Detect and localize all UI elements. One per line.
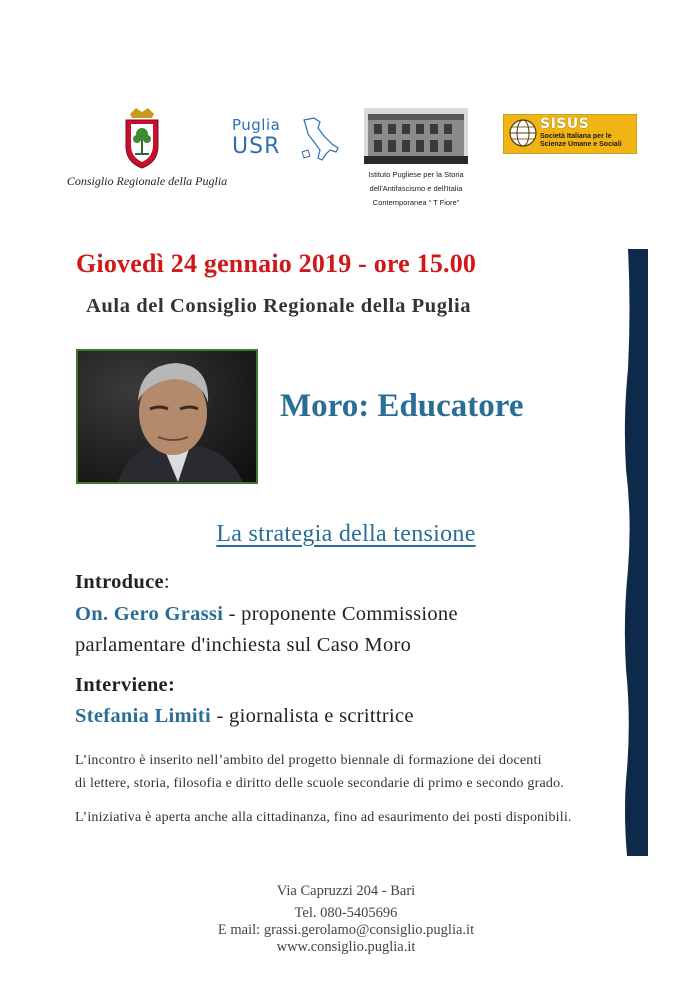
footer-email[interactable]: E mail: grassi.gerolamo@consiglio.puglia.it xyxy=(217,922,475,938)
italy-map-icon xyxy=(296,114,344,164)
istituto-caption-line2: dell'Antifascismo e dell'Italia xyxy=(369,184,463,193)
portrait-photo xyxy=(76,349,258,484)
note-line2: di lettere, storia, filosofia e diritto delle scuole secondarie di primo e secondo grado. xyxy=(75,776,564,791)
introduce-role-line1: - proponente Commissione xyxy=(223,603,458,625)
building-photo-icon xyxy=(364,108,468,164)
globe-icon xyxy=(508,118,538,148)
istituto-logo xyxy=(358,108,474,214)
puglia-usr-logo xyxy=(228,114,346,168)
event-title: Moro: Educatore xyxy=(280,388,524,424)
sisus-name: SISUS xyxy=(540,116,590,132)
introduce-speaker: On. Gero Grassi xyxy=(75,603,224,625)
usr-line2: USR xyxy=(232,134,281,159)
footer-address: Via Capruzzi 204 - Bari xyxy=(276,883,416,899)
introduce-heading xyxy=(75,571,615,594)
istituto-caption-line3: Contemporanea “ T Fiore” xyxy=(372,198,460,207)
istituto-caption-line1: Istituto Pugliese per la Storia xyxy=(368,170,464,179)
consiglio-regionale-logo xyxy=(62,104,232,194)
usr-line1: Puglia xyxy=(232,116,281,134)
event-venue: Aula del Consiglio Regionale della Puglia xyxy=(86,295,472,317)
interviene-role: - giornalista e scrittrice xyxy=(211,705,414,727)
side-decorative-bar xyxy=(623,249,648,856)
interviene-label: Interviene: xyxy=(75,674,176,696)
introduce-colon: : xyxy=(163,571,170,593)
introduce-label: Introduce xyxy=(75,571,164,593)
footer-phone: Tel. 080-5405696 xyxy=(294,905,398,921)
sisus-logo xyxy=(503,114,637,154)
istituto-caption xyxy=(358,168,474,210)
consiglio-caption: Consiglio Regionale della Puglia xyxy=(66,174,228,188)
interviene-speaker: Stefania Limiti xyxy=(75,705,212,727)
introduce-role-line2: parlamentare d'inchiesta sul Caso Moro xyxy=(75,634,412,656)
introduce-line1 xyxy=(75,603,615,626)
regional-crest-icon xyxy=(122,104,162,170)
event-subtitle: La strategia della tensione xyxy=(216,521,476,547)
note-line3: L’iniziativa è aperta anche alla cittadinanza, fino ad esaurimento dei posti disponibili. xyxy=(75,810,572,825)
sisus-subtitle: Società Italiana per le Scienze Umane e Sociali xyxy=(540,133,622,148)
interviene-line xyxy=(75,705,615,728)
footer-website[interactable]: www.consiglio.puglia.it xyxy=(276,939,416,955)
event-date-time: Giovedì 24 gennaio 2019 - ore 15.00 xyxy=(76,249,477,278)
interviene-heading xyxy=(75,674,615,697)
note-line1: L’incontro è inserito nell’ambito del progetto biennale di formazione dei docenti xyxy=(75,753,542,768)
portrait-image xyxy=(78,351,256,482)
